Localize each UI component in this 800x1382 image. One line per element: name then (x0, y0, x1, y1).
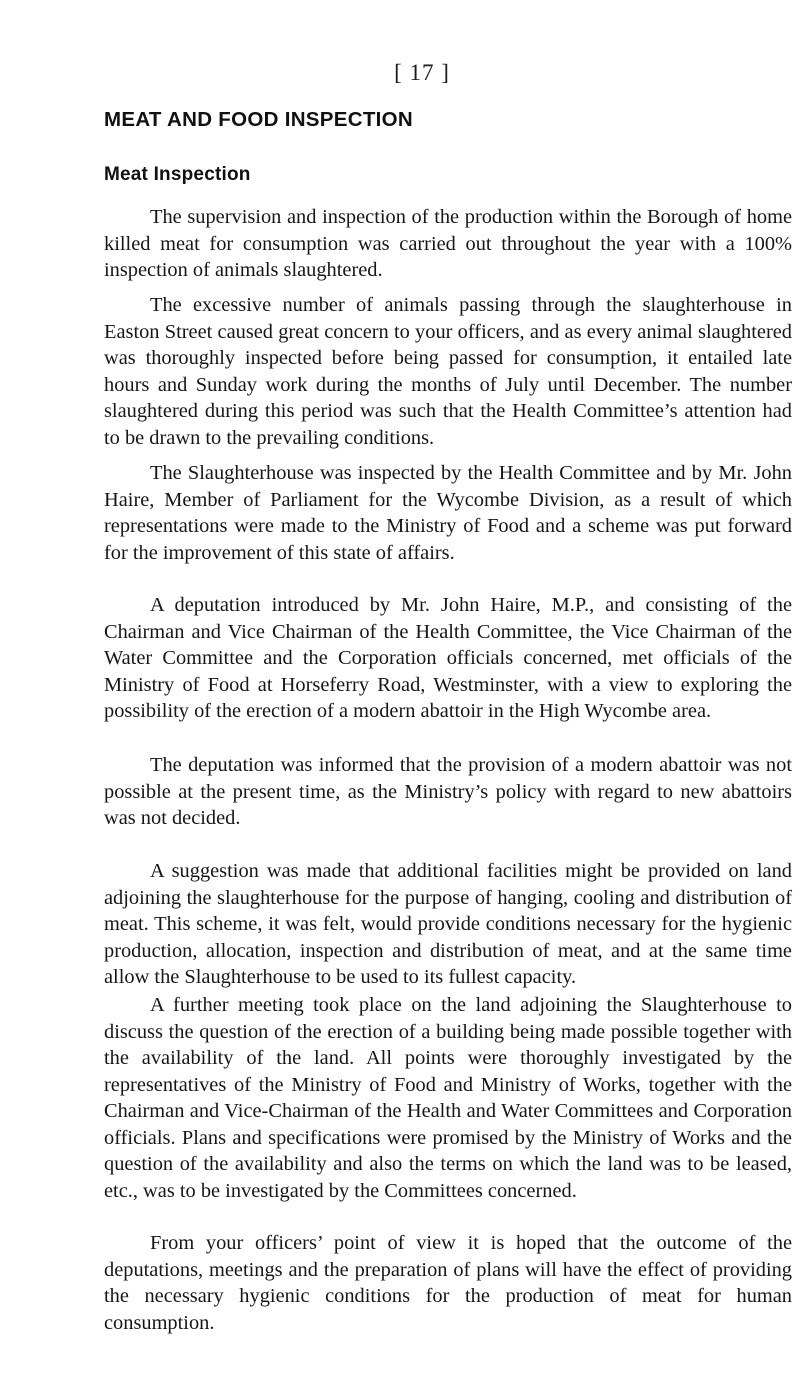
paragraph-outcome: From your officers’ point of view it is hoped that the outcome of the deputations, meetings and the preparation of plans will have the effect of providing the necessary hygienic conditions for the production of meat for human consumption. (104, 1232, 792, 1334)
subsection-title: Meat Inspection (104, 164, 251, 185)
section-title: MEAT AND FOOD INSPECTION (104, 108, 414, 131)
paragraph-further-meeting: A further meeting took place on the land adjoining the Slaughterhouse to discuss the question of the erection of a building being made possible together with the availability of the land. All points were thoroughly investigated by the representatives of the Ministry of Food and Ministry of Works, together with the Chairman and Vice-Chairman of the Health and Water Committees and Corporation officials. Plans and specifications were promised by the Ministry of Works and the question of the availability and also the terms on which the land was to be leased, etc., was to be investigated by the Committees concerned. (104, 994, 792, 1202)
paragraph-committee-inspection: The Slaughterhouse was inspected by the Health Committee and by Mr. John Haire, Member of Parliament for the Wycombe Division, as a result of which representations were made to the Ministry of Food and a scheme was put forward for the improvement of this state of affairs. (104, 462, 792, 564)
paragraph-additional-facilities: A suggestion was made that additional facilities might be provided on land adjoining the slaughterhouse for the purpose of hanging, cooling and distribution of meat. This scheme, it was felt, would provide conditions necessary for the hygienic production, allocation, inspection and distribution of meat, and at the same time allow the Slaughterhouse to be used to its fullest capacity. (104, 860, 792, 988)
document-page (86, 0, 792, 1382)
page-number: [ 17 ] (394, 60, 450, 85)
paragraph-deputation: A deputation introduced by Mr. John Haire, M.P., and consisting of the Chairman and Vice Chairman of the Health Committee, the Vice Chairman of the Water Committee and the Corporation officials concerned, met officials of the Ministry of Food at Horseferry Road, Westminster, with a view to exploring the possibility of the erection of a modern abattoir in the High Wycombe area. (104, 594, 792, 722)
paragraph-abattoir-decision: The deputation was informed that the provision of a modern abattoir was not possible at the present time, as the Ministry’s policy with regard to new abattoirs was not decided. (104, 754, 792, 829)
paragraph-slaughterhouse-volume: The excessive number of animals passing through the slaughterhouse in Easton Street caused great concern to your officers, and as every animal slaughtered was thoroughly inspected before being passed for consumption, it entailed late hours and Sunday work during the months of July until December. The number slaughtered during this period was such that the Health Committee’s attention had to be drawn to the prevailing conditions. (104, 294, 792, 449)
paragraph-inspection-overview: The supervision and inspection of the production within the Borough of home killed meat for consumption was carried out throughout the year with a 100% inspection of animals slaughtered. (104, 206, 792, 281)
